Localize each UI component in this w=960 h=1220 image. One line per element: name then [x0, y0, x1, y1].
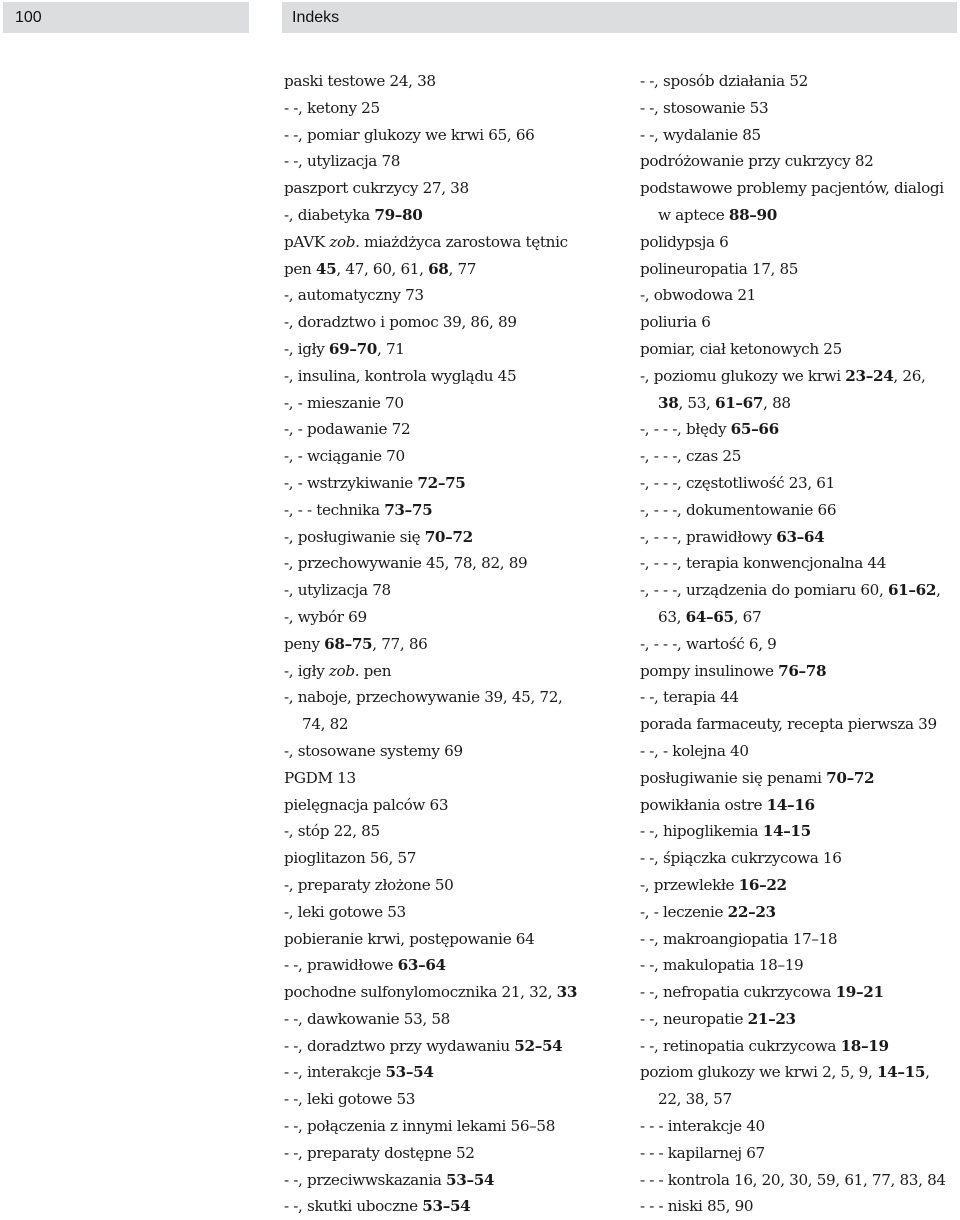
index-entry: - -, skutki uboczne 53–54: [284, 1197, 471, 1216]
index-entry: pobieranie krwi, postępowanie 64: [284, 929, 535, 948]
index-entry: - - - niski 85, 90: [640, 1197, 754, 1216]
index-entry: -, - wciąganie 70: [284, 447, 405, 466]
index-entry: -, - wstrzykiwanie 72–75: [284, 473, 466, 492]
index-entry: pomiar, ciał ketonowych 25: [640, 339, 842, 358]
index-entry: - -, sposób działania 52: [640, 72, 808, 90]
index-entry: peny 68–75, 77, 86: [284, 634, 428, 653]
index-entry: porada farmaceuty, recepta pierwsza 39: [640, 715, 937, 734]
index-entry: - -, preparaty dostępne 52: [284, 1143, 475, 1162]
section-title: Indeks: [292, 9, 340, 26]
index-entry: pielęgnacja palców 63: [284, 795, 449, 814]
index-entry: -, insulina, kontrola wyglądu 45: [284, 366, 517, 385]
index-entry: - -, pomiar glukozy we krwi 65, 66: [284, 125, 535, 144]
index-entry: -, przechowywanie 45, 78, 82, 89: [284, 554, 528, 573]
index-entry: - -, dawkowanie 53, 58: [284, 1009, 450, 1028]
index-entry: -, obwodowa 21: [640, 286, 756, 305]
index-entry: -, - podawanie 72: [284, 420, 411, 439]
index-entry: powikłania ostre 14–16: [640, 795, 815, 814]
index-entry: podstawowe problemy pacjentów, dialogi: [640, 179, 944, 198]
index-entry: pen 45, 47, 60, 61, 68, 77: [284, 259, 477, 278]
index-entry: -, - - technika 73–75: [284, 500, 433, 519]
index-entry: - -, doradztwo przy wydawaniu 52–54: [284, 1036, 563, 1055]
section-header-bar: [282, 2, 957, 33]
index-entry: - -, stosowanie 53: [640, 98, 769, 117]
index-entry: paszport cukrzycy 27, 38: [284, 179, 469, 198]
index-entry: - -, - kolejna 40: [640, 741, 749, 760]
index-entry: - -, interakcje 53–54: [284, 1063, 434, 1082]
index-entry: - -, makroangiopatia 17–18: [640, 929, 838, 948]
index-entry: posługiwanie się penami 70–72: [640, 768, 875, 787]
index-entry: - -, przeciwwskazania 53–54: [284, 1170, 495, 1189]
index-entry: - -, hipoglikemia 14–15: [640, 822, 811, 841]
index-column-left: [284, 68, 604, 1220]
index-entry: -, - - -, błędy 65–66: [640, 420, 779, 439]
index-entry: -, utylizacja 78: [284, 581, 391, 600]
index-entry: -, wybór 69: [284, 607, 367, 626]
index-entry: -, poziomu glukozy we krwi 23–24, 26,: [640, 366, 926, 385]
index-entry: - -, makulopatia 18–19: [640, 956, 804, 975]
index-entry: 74, 82: [302, 715, 349, 734]
index-entry: -, - - -, wartość 6, 9: [640, 634, 777, 653]
index-entry: paski testowe 24, 38: [284, 72, 436, 90]
index-entry: - -, nefropatia cukrzycowa 19–21: [640, 983, 884, 1002]
index-entry: - - - kontrola 16, 20, 30, 59, 61, 77, 83, 84: [640, 1170, 946, 1189]
index-entry: - -, neuropatie 21–23: [640, 1009, 796, 1028]
index-entry: -, preparaty złożone 50: [284, 875, 454, 894]
index-entry: - -, terapia 44: [640, 688, 739, 707]
index-entry: - -, prawidłowe 63–64: [284, 956, 446, 975]
index-entry: 63, 64–65, 67: [658, 607, 762, 626]
index-entry: 38, 53, 61–67, 88: [658, 393, 791, 412]
page-number-bar: [3, 2, 249, 33]
index-entry: - -, leki gotowe 53: [284, 1090, 416, 1109]
index-entry: - - - interakcje 40: [640, 1117, 765, 1136]
index-entry: polidypsja 6: [640, 232, 729, 251]
index-entry: -, igły 69–70, 71: [284, 339, 405, 358]
index-entry: poliuria 6: [640, 313, 711, 332]
index-entry: -, - - -, terapia konwencjonalna 44: [640, 554, 887, 573]
index-entry: 22, 38, 57: [658, 1090, 732, 1109]
index-entry: -, naboje, przechowywanie 39, 45, 72,: [284, 688, 563, 707]
index-entry: -, - leczenie 22–23: [640, 902, 776, 921]
index-entry: -, - - -, prawidłowy 63–64: [640, 527, 825, 546]
index-entry: -, automatyczny 73: [284, 286, 424, 305]
index-entry: -, stosowane systemy 69: [284, 741, 463, 760]
index-entry: -, posługiwanie się 70–72: [284, 527, 473, 546]
index-entry: -, - - -, urządzenia do pomiaru 60, 61–62,: [640, 581, 941, 600]
index-entry: polineuropatia 17, 85: [640, 259, 799, 278]
index-entry: -, - - -, częstotliwość 23, 61: [640, 473, 835, 492]
index-entry: pAVK zob. miażdżyca zarostowa tętnic: [284, 232, 568, 251]
index-entry: - -, wydalanie 85: [640, 125, 761, 144]
index-entry: - -, utylizacja 78: [284, 152, 401, 171]
page-number: 100: [15, 9, 42, 26]
index-entry: -, diabetyka 79–80: [284, 205, 423, 224]
index-entry: pioglitazon 56, 57: [284, 849, 417, 868]
index-entry: - -, ketony 25: [284, 98, 380, 117]
index-entry: -, stóp 22, 85: [284, 822, 380, 841]
index-entry: poziom glukozy we krwi 2, 5, 9, 14–15,: [640, 1063, 930, 1082]
index-entry: -, przewlekłe 16–22: [640, 875, 787, 894]
index-entry: PGDM 13: [284, 768, 356, 787]
index-entry: - -, śpiączka cukrzycowa 16: [640, 849, 842, 868]
index-entry: podróżowanie przy cukrzycy 82: [640, 152, 874, 171]
index-entry: - -, retinopatia cukrzycowa 18–19: [640, 1036, 889, 1055]
index-entry: - -, połączenia z innymi lekami 56–58: [284, 1117, 556, 1136]
index-entry: -, - - -, dokumentowanie 66: [640, 500, 837, 519]
index-entry: -, leki gotowe 53: [284, 902, 406, 921]
index-entry: pompy insulinowe 76–78: [640, 661, 827, 680]
index-entry: pochodne sulfonylomocznika 21, 32, 33: [284, 983, 578, 1002]
index-entry: -, - mieszanie 70: [284, 393, 404, 412]
index-entry: w aptece 88–90: [658, 205, 777, 224]
index-column-right: [640, 68, 958, 1220]
index-entry: -, igły zob. pen: [284, 661, 392, 680]
index-entry: -, doradztwo i pomoc 39, 86, 89: [284, 313, 517, 332]
index-entry: -, - - -, czas 25: [640, 447, 742, 466]
index-entry: - - - kapilarnej 67: [640, 1143, 765, 1162]
